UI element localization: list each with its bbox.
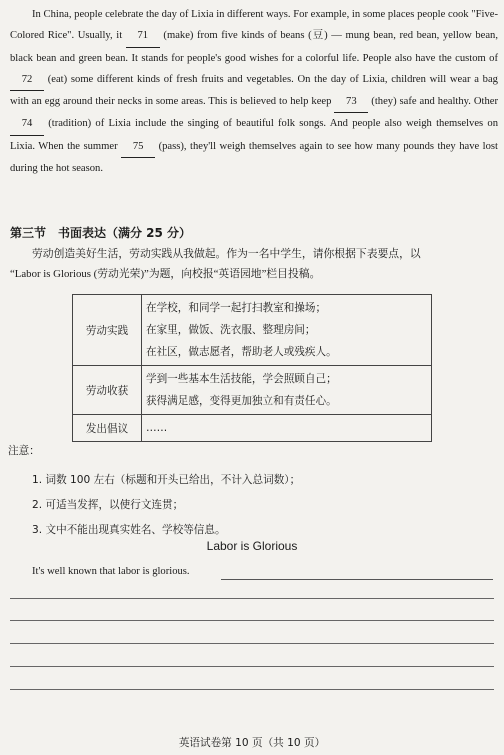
table-item: 学到一些基本生活技能，学会照顾自己； <box>146 373 337 385</box>
writing-line[interactable] <box>221 579 493 580</box>
row-content <box>142 295 432 366</box>
note-item: 3. 文中不能出现真实姓名、学校等信息。 <box>32 524 226 536</box>
writing-line[interactable] <box>10 689 494 690</box>
writing-line[interactable] <box>10 643 494 644</box>
section-title: 第三节 书面表达（满分 25 分） <box>10 226 192 240</box>
passage-text: (tradition) of Lixia include the singing of beautiful folk songs. And people also weigh themselves on Lixia. When the summer <box>10 118 498 152</box>
passage-text: (they) safe and healthy. Other <box>371 96 498 108</box>
writing-line[interactable] <box>10 666 494 667</box>
page-footer: 英语试卷第 10 页（共 10 页） <box>178 737 326 749</box>
essay-title: Labor is Glorious <box>206 539 298 553</box>
passage-text: (pass), they'll weigh themselves again to see how many pounds they have lost during the hot season. <box>10 140 498 175</box>
blank-75[interactable]: 75 <box>121 136 155 158</box>
passage-text: (make) from five kinds of beans (豆) — mung bean, red bean, yellow bean, black bean and green bean. It stands for people's good wishes for a colorful life. People also have the custom of <box>10 30 498 64</box>
row-head: 劳动实践 <box>73 295 142 366</box>
note-item: 2. 可适当发挥，以使行文连贯； <box>32 499 184 511</box>
table-item: 在社区，做志愿者，帮助老人或残疾人。 <box>146 346 337 358</box>
blank-71[interactable]: 71 <box>126 25 160 47</box>
row-content <box>142 415 432 442</box>
blank-73[interactable]: 73 <box>334 91 368 113</box>
task-line: “Labor is Glorious (劳动光荣)”为题，向校报“英语园地”栏目投稿。 <box>10 268 321 280</box>
cloze-passage <box>10 4 498 179</box>
notes <box>8 443 496 543</box>
passage-text: In China, people celebrate the day of Lixia in different ways. For example, in some places people cook "Five-Colored Rice". Usually, it <box>10 9 498 42</box>
table-row <box>73 366 432 415</box>
table-row <box>73 415 432 442</box>
row-head: 劳动收获 <box>73 366 142 415</box>
notes-label: 注意： <box>8 445 40 457</box>
table-item: 在学校，和同学一起打扫教室和操场； <box>146 302 327 314</box>
blank-74[interactable]: 74 <box>10 113 44 135</box>
task-line: 劳动创造美好生活，劳动实践从我做起。作为一名中学生，请你根据下表要点，以 <box>32 248 421 260</box>
table-item: …… <box>146 422 168 434</box>
outline-table <box>72 294 432 442</box>
table-item: 获得满足感，变得更加独立和有责任心。 <box>146 395 337 407</box>
passage-text: (eat) some different kinds of fresh fruits and vegetables. On the day of Lixia, children will wear a bag with an egg around their necks in some areas. This is believed to help keep <box>10 73 498 108</box>
writing-task <box>10 244 498 284</box>
row-head: 发出倡议 <box>73 415 142 442</box>
table-item: 在家里，做饭、洗衣服、整理房间； <box>146 324 316 336</box>
blank-72[interactable]: 72 <box>10 69 44 91</box>
table-row <box>73 295 432 366</box>
note-item: 1. 词数 100 左右（标题和开头已给出，不计入总词数）； <box>32 474 301 486</box>
row-content <box>142 366 432 415</box>
writing-line[interactable] <box>10 598 494 599</box>
writing-line[interactable] <box>10 620 494 621</box>
essay-opening: It's well known that labor is glorious. <box>32 566 190 577</box>
